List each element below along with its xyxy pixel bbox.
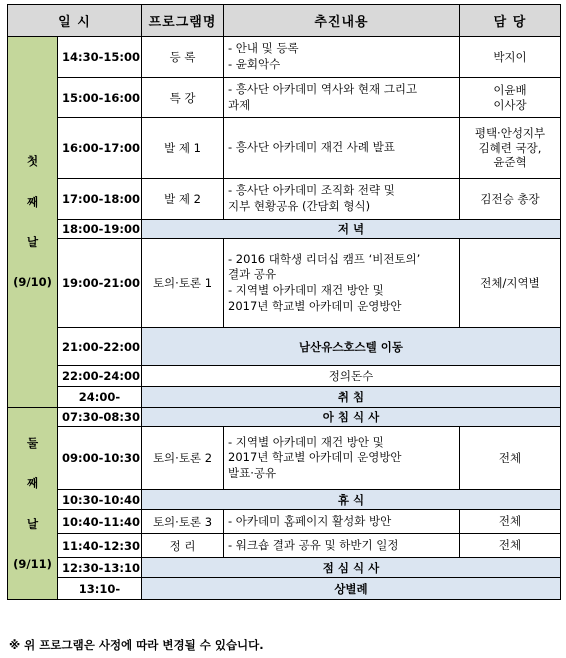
day2-label — [8, 408, 58, 600]
text-line: - 안내 및 등록 — [228, 41, 299, 56]
header-program: 프로그램명 — [142, 5, 224, 37]
time-cell: 17:00-18:00 — [58, 179, 142, 220]
schedule-row — [8, 427, 561, 490]
merged-activity-cell: 저 녁 — [142, 220, 561, 239]
text-line: 이사장 — [493, 97, 527, 112]
charge-cell — [460, 37, 561, 78]
text-line: - 2016 대학생 리더십 캠프 ‘비전토의’ — [228, 251, 421, 266]
charge-cell — [460, 118, 561, 179]
time-cell: 10:40-11:40 — [58, 510, 142, 534]
schedule-row — [8, 179, 561, 220]
schedule-row-span — [8, 220, 561, 239]
schedule-row-span — [8, 408, 561, 427]
schedule-row — [8, 510, 561, 534]
text-line: 지부 현황공유 (간담회 형식) — [228, 199, 371, 213]
schedule-row — [8, 78, 561, 118]
day-label-line: (9/10) — [13, 275, 52, 290]
text-line: 김혜련 국장, — [478, 140, 542, 155]
schedule-table — [7, 4, 561, 600]
program-cell: 토의·토론 3 — [142, 510, 224, 534]
merged-activity-cell: 휴 식 — [142, 490, 561, 510]
schedule-row — [8, 37, 561, 78]
merged-activity-cell: 상별례 — [142, 578, 561, 600]
text-line: 결과 공유 — [228, 267, 277, 282]
time-cell: 10:30-10:40 — [58, 490, 142, 510]
schedule-row-span — [8, 558, 561, 578]
day-label-line: 둘 — [26, 435, 39, 450]
text-line: 발표·공유 — [228, 465, 277, 480]
time-cell: 22:00-24:00 — [58, 366, 142, 387]
text-line: - 흥사단 아카데미 조직화 전략 및 — [228, 183, 395, 198]
day-label-line: 째 — [26, 194, 39, 209]
merged-activity-cell: 남산유스호스텔 이동 — [142, 328, 561, 366]
time-cell: 21:00-22:00 — [58, 328, 142, 366]
text-line: 과제 — [228, 97, 251, 112]
content-cell — [224, 179, 460, 220]
merged-activity-cell: 점 심 식 사 — [142, 558, 561, 578]
text-line: - 흥사단 아카데미 역사와 현재 그리고 — [228, 81, 418, 96]
text-line: - 지역별 아카데미 재건 방안 및 — [228, 283, 384, 297]
text-line: 박지이 — [493, 49, 527, 64]
time-cell: 16:00-17:00 — [58, 118, 142, 179]
text-line: 전체/지역별 — [480, 275, 540, 290]
header-row — [8, 5, 561, 37]
program-cell: 발 제 2 — [142, 179, 224, 220]
content-cell — [224, 510, 460, 534]
text-line: 김전승 총장 — [480, 191, 540, 206]
charge-cell — [460, 78, 561, 118]
time-cell: 07:30-08:30 — [58, 408, 142, 427]
content-cell — [224, 427, 460, 490]
day-label-line: 날 — [26, 235, 39, 249]
text-line: 평택·안성지부 — [474, 125, 546, 140]
program-cell: 토의·토론 2 — [142, 427, 224, 490]
schedule-row-span — [8, 366, 561, 387]
footnote: ※ 위 프로그램은 사정에 따라 변경될 수 있습니다. — [9, 638, 264, 652]
day1-label — [8, 37, 58, 408]
text-line: 전체 — [498, 538, 522, 553]
text-line: - 아카데미 홈페이지 활성화 방안 — [228, 513, 392, 528]
charge-cell — [460, 239, 561, 328]
time-cell: 12:30-13:10 — [58, 558, 142, 578]
schedule-body — [8, 37, 561, 600]
charge-cell — [460, 510, 561, 534]
day-label-line: 첫 — [26, 154, 39, 169]
day-label-line: 날 — [26, 516, 39, 531]
day-label-line: (9/11) — [13, 556, 52, 571]
schedule-row-span — [8, 578, 561, 600]
content-cell — [224, 37, 460, 78]
time-cell: 19:00-21:00 — [58, 239, 142, 328]
program-cell: 토의·토론 1 — [142, 239, 224, 328]
merged-activity-cell: 정의돈수 — [142, 366, 561, 387]
content-cell — [224, 118, 460, 179]
program-cell: 발 제 1 — [142, 118, 224, 179]
time-cell: 09:00-10:30 — [58, 427, 142, 490]
text-line: - 윤회악수 — [228, 57, 281, 71]
header-charge: 담 당 — [460, 5, 561, 37]
program-cell: 정 리 — [142, 534, 224, 558]
time-cell: 13:10- — [58, 578, 142, 600]
schedule-row — [8, 239, 561, 328]
charge-cell — [460, 179, 561, 220]
text-line: 윤준혁 — [493, 155, 527, 170]
time-cell: 14:30-15:00 — [58, 37, 142, 78]
time-cell: 18:00-19:00 — [58, 220, 142, 239]
program-cell: 특 강 — [142, 78, 224, 118]
program-cell: 등 록 — [142, 37, 224, 78]
content-cell — [224, 78, 460, 118]
content-cell — [224, 239, 460, 328]
merged-activity-cell: 취 침 — [142, 387, 561, 408]
time-cell: 15:00-16:00 — [58, 78, 142, 118]
day-label-line: 째 — [26, 476, 39, 491]
text-line: - 워크숍 결과 공유 및 하반기 일정 — [228, 537, 399, 552]
schedule-row-span — [8, 490, 561, 510]
schedule-row — [8, 118, 561, 179]
text-line: - 흥사단 아카데미 재건 사례 발표 — [228, 140, 395, 155]
charge-cell — [460, 427, 561, 490]
text-line: - 지역별 아카데미 재건 방안 및 — [228, 434, 384, 449]
schedule-row-span — [8, 387, 561, 408]
time-cell: 11:40-12:30 — [58, 534, 142, 558]
text-line: 전체 — [498, 514, 522, 529]
schedule-row-span — [8, 328, 561, 366]
header-date: 일 시 — [8, 5, 142, 37]
time-cell: 24:00- — [58, 387, 142, 408]
schedule-row — [8, 534, 561, 558]
content-cell — [224, 534, 460, 558]
text-line: 전체 — [498, 450, 522, 465]
text-line: 2017년 학교별 아카데미 운영방안 — [228, 450, 402, 465]
text-line: 2017년 학교별 아카데미 운영방안 — [228, 298, 402, 313]
merged-activity-cell: 아 침 식 사 — [142, 408, 561, 427]
header-content: 추진내용 — [224, 5, 460, 37]
charge-cell — [460, 534, 561, 558]
text-line: 이윤배 — [493, 82, 527, 97]
